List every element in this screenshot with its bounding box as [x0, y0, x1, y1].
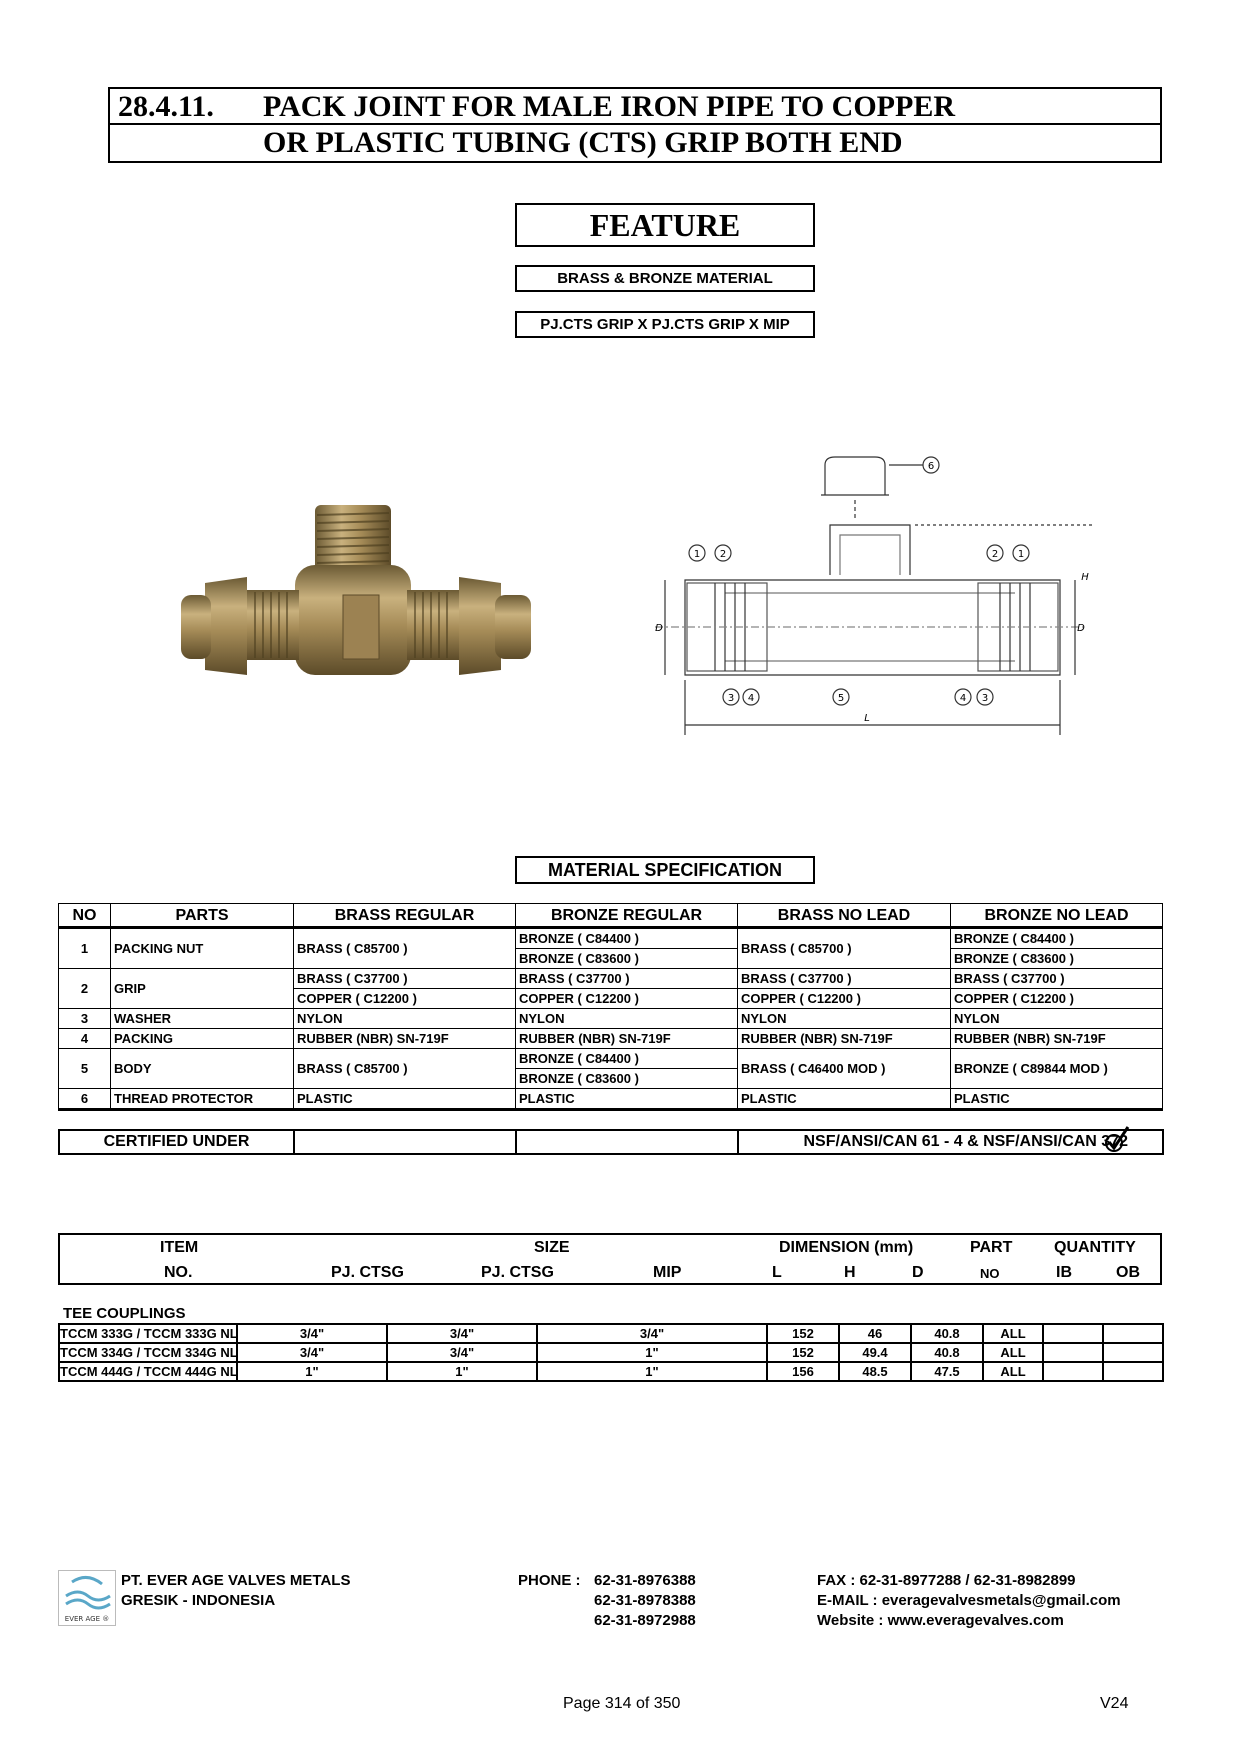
title-box	[108, 87, 1162, 163]
hdr-item-no: NO.	[164, 1264, 193, 1281]
feature-heading: FEATURE	[515, 203, 815, 247]
table-row: 4 PACKING RUBBER (NBR) SN-719F RUBBER (NBR) SN-719F RUBBER (NBR) SN-719F RUBBER (NBR) SN-719F	[59, 1029, 1163, 1049]
phone-3: 62-31-8972988	[594, 1612, 696, 1629]
table-row: BRONZE ( C83600 )	[59, 1069, 1163, 1089]
callout-4-right: 4	[959, 693, 967, 704]
certified-table	[58, 1129, 1164, 1155]
certified-value: NSF/ANSI/CAN 61 - 4 & NSF/ANSI/CAN 372	[803, 1133, 1128, 1150]
dim-d-right: D	[1077, 623, 1085, 634]
size-table-header	[58, 1233, 1162, 1285]
hdr-d: D	[912, 1264, 924, 1281]
hdr-ob: OB	[1116, 1264, 1140, 1281]
page-number: Page 314 of 350	[563, 1695, 681, 1712]
table-row: TCCM 333G / TCCM 333G NL 3/4" 3/4" 3/4" 152 46 40.8 ALL	[59, 1324, 1163, 1343]
dim-l: L	[864, 713, 870, 724]
technical-drawing	[645, 435, 1095, 755]
group-label: TEE COUPLINGS	[63, 1305, 186, 1322]
table-row: 3 WASHER NYLON NYLON NYLON NYLON	[59, 1009, 1163, 1029]
dim-d-left: D	[655, 623, 663, 634]
hdr-mip: MIP	[653, 1264, 682, 1281]
hdr-item: ITEM	[160, 1239, 199, 1256]
table-row: BRONZE ( C83600 ) BRONZE ( C83600 )	[59, 949, 1163, 969]
table-row: 1 PACKING NUT BRASS ( C85700 ) BRONZE ( C84400 ) BRASS ( C85700 ) BRONZE ( C84400 )	[59, 928, 1163, 949]
section-number: 28.4.11.	[118, 90, 214, 123]
feature-item-connection: PJ.CTS GRIP X PJ.CTS GRIP X MIP	[515, 311, 815, 338]
email: E-MAIL : everagevalvesmetals@gmail.com	[817, 1592, 1121, 1609]
spec-header-row	[59, 904, 1163, 928]
logo-text: EVER AGE ®	[64, 1615, 110, 1623]
check-mark-icon	[1104, 1125, 1132, 1155]
feature-item-material: BRASS & BRONZE MATERIAL	[515, 265, 815, 292]
col-no: NO	[59, 904, 111, 928]
title-line-2: OR PLASTIC TUBING (CTS) GRIP BOTH END	[263, 126, 903, 159]
fax: FAX : 62-31-8977288 / 62-31-8982899	[817, 1572, 1076, 1589]
table-row: 6 THREAD PROTECTOR PLASTIC PLASTIC PLASTIC PLASTIC	[59, 1089, 1163, 1110]
hdr-size: SIZE	[534, 1239, 570, 1256]
title-text-1: PACK JOINT FOR MALE IRON PIPE TO COPPER	[263, 90, 955, 123]
hdr-quantity: QUANTITY	[1054, 1239, 1136, 1256]
hdr-part: PART	[970, 1239, 1013, 1256]
col-bronze-no-lead: BRONZE NO LEAD	[951, 904, 1163, 928]
col-brass-regular: BRASS REGULAR	[294, 904, 516, 928]
hdr-l: L	[772, 1264, 782, 1281]
callout-4-left: 4	[747, 693, 755, 704]
callout-3-left: 3	[727, 693, 735, 704]
phone-1: 62-31-8976388	[594, 1572, 696, 1589]
hdr-ib: IB	[1056, 1264, 1072, 1281]
hdr-part-no: NO	[980, 1266, 1000, 1281]
table-row: COPPER ( C12200 ) COPPER ( C12200 ) COPPER ( C12200 ) COPPER ( C12200 )	[59, 989, 1163, 1009]
company-location: GRESIK - INDONESIA	[121, 1592, 276, 1609]
material-spec-table	[58, 903, 1163, 1111]
phone-2: 62-31-8978388	[594, 1592, 696, 1609]
col-brass-no-lead: BRASS NO LEAD	[738, 904, 951, 928]
callout-3-right: 3	[981, 693, 989, 704]
product-photo	[175, 495, 565, 715]
callout-5: 5	[837, 693, 845, 704]
table-row: TCCM 334G / TCCM 334G NL 3/4" 3/4" 1" 152 49.4 40.8 ALL	[59, 1343, 1163, 1362]
company-logo	[58, 1570, 116, 1626]
callout-2-right: 2	[991, 549, 999, 560]
col-bronze-regular: BRONZE REGULAR	[516, 904, 738, 928]
callout-1-right: 1	[1017, 549, 1025, 560]
website: Website : www.everagevalves.com	[817, 1612, 1064, 1629]
certified-label: CERTIFIED UNDER	[59, 1130, 294, 1154]
phone-label: PHONE :	[518, 1572, 581, 1589]
hdr-pj-ctsg-2: PJ. CTSG	[481, 1264, 554, 1281]
dim-h: H	[1081, 572, 1089, 583]
size-table	[58, 1323, 1164, 1382]
table-row: TCCM 444G / TCCM 444G NL 1" 1" 1" 156 48.5 47.5 ALL	[59, 1362, 1163, 1381]
title-line-1	[110, 89, 1160, 125]
callout-6: 6	[927, 461, 935, 472]
hdr-dimension: DIMENSION (mm)	[779, 1239, 914, 1256]
version: V24	[1100, 1695, 1129, 1712]
col-parts: PARTS	[111, 904, 294, 928]
hdr-h: H	[844, 1264, 856, 1281]
callout-2-left: 2	[719, 549, 727, 560]
company-name: PT. EVER AGE VALVES METALS	[121, 1572, 351, 1589]
material-spec-heading: MATERIAL SPECIFICATION	[515, 856, 815, 884]
hdr-pj-ctsg-1: PJ. CTSG	[331, 1264, 404, 1281]
table-row: 5 BODY BRASS ( C85700 ) BRONZE ( C84400 ) BRASS ( C46400 MOD ) BRONZE ( C89844 MOD )	[59, 1049, 1163, 1069]
table-row: 2 GRIP BRASS ( C37700 ) BRASS ( C37700 ) BRASS ( C37700 ) BRASS ( C37700 )	[59, 969, 1163, 989]
callout-1-left: 1	[693, 549, 701, 560]
